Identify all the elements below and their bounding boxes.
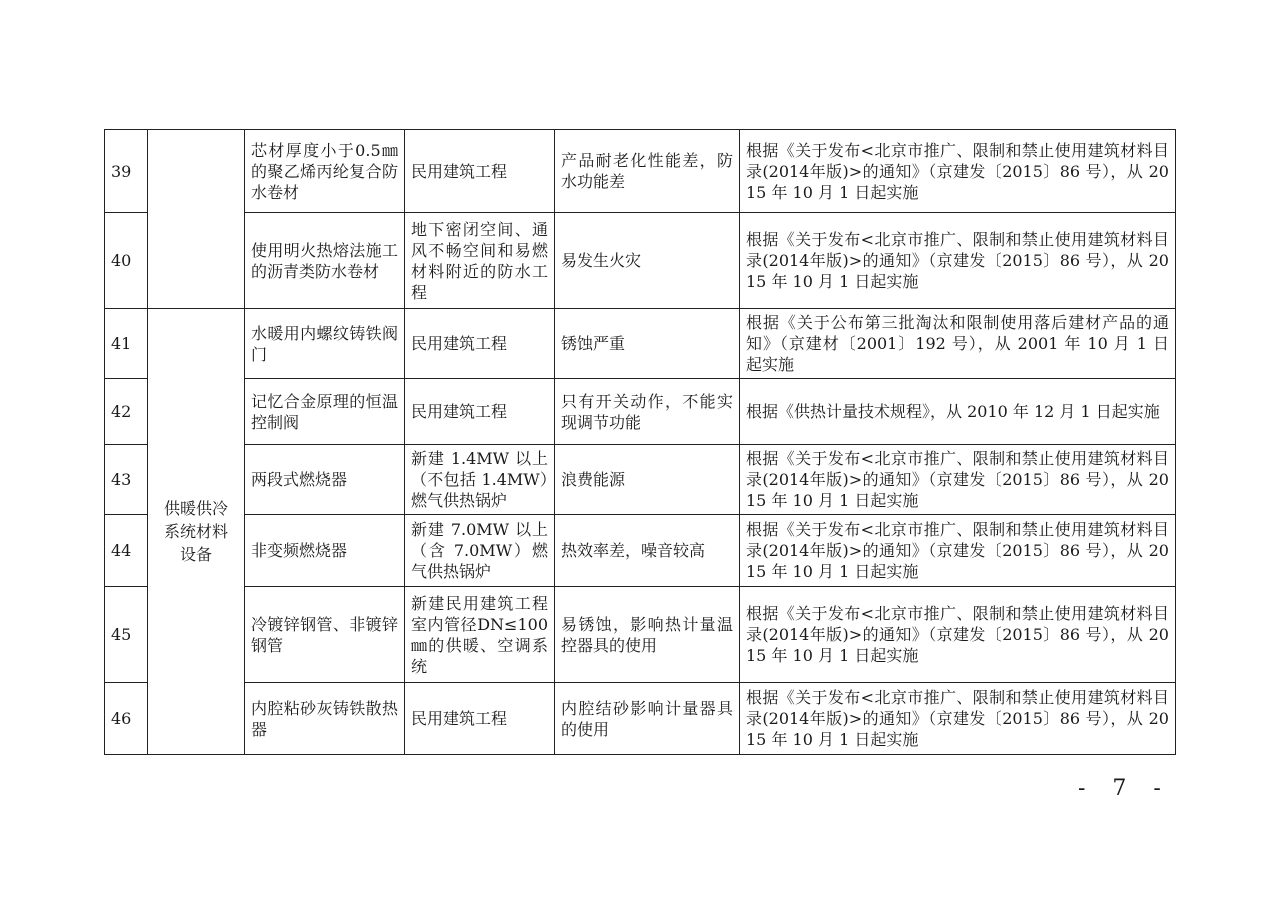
basis-cell: 根据《关于公布第三批淘汰和限制使用落后建材产品的通知》（京建材〔2001〕192 号），从 2001 年 10 月 1 日 起实施 (740, 309, 1176, 379)
product-cell: 水暖用内螺纹铸铁阀门 (245, 309, 405, 379)
category-cell (148, 309, 245, 755)
scope-cell: 新建民用建筑工程室内管径DN≤100㎜的供暖、空调系统 (405, 587, 555, 683)
product-cell: 非变频燃烧器 (245, 515, 405, 587)
basis-cell: 根据《关于发布<北京市推广、限制和禁止使用建筑材料目录(2014年版)>的通知》（京建发〔2015〕86 号），从 2015 年 10 月 1 日起实施 (740, 515, 1176, 587)
product-cell: 冷镀锌钢管、非镀锌钢管 (245, 587, 405, 683)
basis-cell: 根据《关于发布<北京市推广、限制和禁止使用建筑材料目录(2014年版)>的通知》（京建发〔2015〕86 号），从 2015 年 10 月 1 日起实施 (740, 445, 1176, 515)
basis-cell: 根据《关于发布<北京市推广、限制和禁止使用建筑材料目录(2014年版)>的通知》（京建发〔2015〕86 号），从 2015 年 10 月 1 日起实施 (740, 587, 1176, 683)
basis-cell: 根据《关于发布<北京市推广、限制和禁止使用建筑材料目录(2014年版)>的通知》（京建发〔2015〕86 号），从 2015 年 10 月 1 日起实施 (740, 683, 1176, 755)
materials-table (104, 129, 1176, 755)
reason-cell: 只有开关动作，不能实现调节功能 (555, 379, 740, 445)
table-row (105, 515, 1176, 587)
basis-cell: 根据《关于发布<北京市推广、限制和禁止使用建筑材料目录(2014年版)>的通知》（京建发〔2015〕86 号），从 2015 年 10 月 1 日起实施 (740, 213, 1176, 309)
reason-cell: 内腔结砂影响计量器具的使用 (555, 683, 740, 755)
scope-cell: 地下密闭空间、通风不畅空间和易燃材料附近的防水工程 (405, 213, 555, 309)
scope-cell: 民用建筑工程 (405, 379, 555, 445)
scope-cell: 新建 1.4MW 以上（不包括 1.4MW）燃气供热锅炉 (405, 445, 555, 515)
product-cell: 芯材厚度小于0.5㎜的聚乙烯丙纶复合防水卷材 (245, 130, 405, 213)
reason-cell: 易发生火灾 (555, 213, 740, 309)
product-cell: 内腔粘砂灰铸铁散热器 (245, 683, 405, 755)
table-row (105, 587, 1176, 683)
row-number: 39 (105, 130, 148, 213)
row-number: 46 (105, 683, 148, 755)
reason-cell: 热效率差，噪音较高 (555, 515, 740, 587)
row-number: 43 (105, 445, 148, 515)
table-row (105, 130, 1176, 213)
product-cell: 两段式燃烧器 (245, 445, 405, 515)
reason-cell: 锈蚀严重 (555, 309, 740, 379)
table-row (105, 683, 1176, 755)
product-cell: 使用明火热熔法施工的沥青类防水卷材 (245, 213, 405, 309)
reason-cell: 易锈蚀，影响热计量温控器具的使用 (555, 587, 740, 683)
table-row (105, 213, 1176, 309)
row-number: 41 (105, 309, 148, 379)
row-number: 42 (105, 379, 148, 445)
scope-cell: 民用建筑工程 (405, 683, 555, 755)
table-row (105, 445, 1176, 515)
row-number: 40 (105, 213, 148, 309)
reason-cell: 浪费能源 (555, 445, 740, 515)
row-number: 45 (105, 587, 148, 683)
table-row (105, 309, 1176, 379)
table-row (105, 379, 1176, 445)
scope-cell: 民用建筑工程 (405, 130, 555, 213)
basis-cell: 根据《关于发布<北京市推广、限制和禁止使用建筑材料目录(2014年版)>的通知》（京建发〔2015〕86 号），从 2015 年 10 月 1 日起实施 (740, 130, 1176, 213)
reason-cell: 产品耐老化性能差，防水功能差 (555, 130, 740, 213)
page-number: - 7 - (1078, 776, 1171, 801)
row-number: 44 (105, 515, 148, 587)
product-cell: 记忆合金原理的恒温控制阀 (245, 379, 405, 445)
category-label: 供暖供冷系统材料设备 (163, 499, 228, 564)
category-cell-blank (148, 130, 245, 309)
scope-cell: 民用建筑工程 (405, 309, 555, 379)
scope-cell: 新建 7.0MW 以上（含 7.0MW）燃气供热锅炉 (405, 515, 555, 587)
basis-cell: 根据《供热计量技术规程》，从 2010 年 12 月 1 日起实施 (740, 379, 1176, 445)
